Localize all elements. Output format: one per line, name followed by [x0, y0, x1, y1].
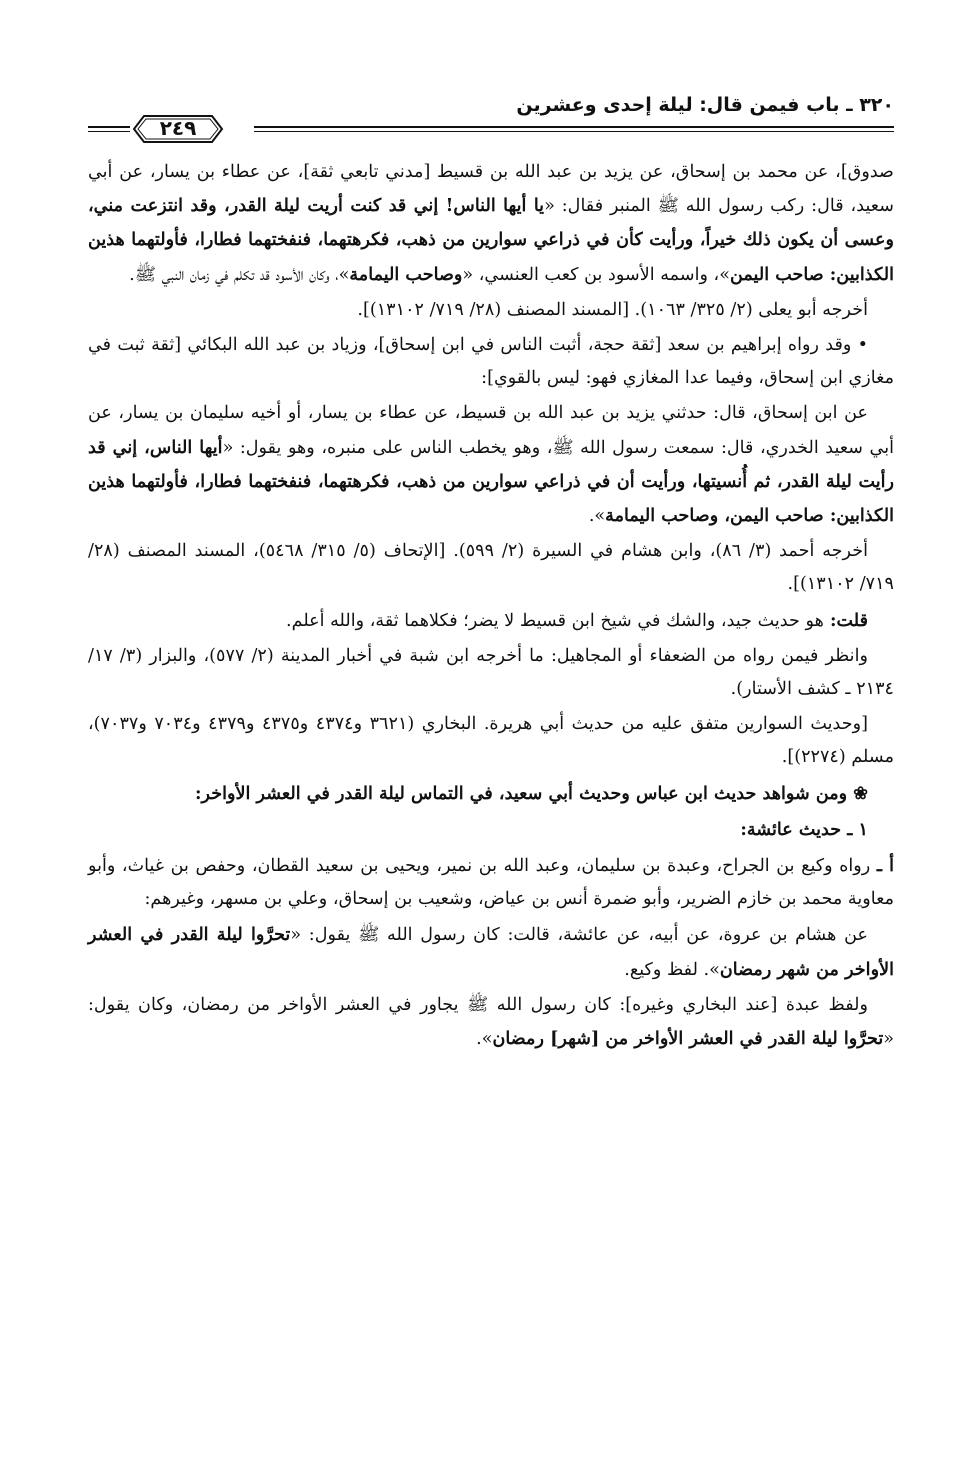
bold-text: يا أيها الناس! إني قد كنت أريت ليلة القدر، وقد انتزعت مني، وعسى أن يكون ذلك خيراً، ورأيت كأن في ذراعي سوارين من ذهب، فكرهتهما، فنفختهما فطارا، فأولتهما هذين الكذابين: صاحب اليمن	[88, 195, 894, 285]
bold-text: تحرَّوا ليلة القدر في العشر الأواخر من [شهر] رمضان	[492, 1028, 884, 1050]
bold-text: تحرَّوا ليلة القدر في العشر الأواخر من شهر رمضان	[88, 924, 894, 980]
body-text: عن هشام بن عروة، عن أبيه، عن عائشة، قالت: كان رسول الله ﷺ يقول: «	[290, 925, 868, 946]
bold-text: أيها الناس، إني قد رأيت ليلة القدر، ثم أُنسيتها، ورأيت أن في ذراعي سوارين من ذهب، فكرهتهما، فنفختهما فطارا، فأولتهما هذين الكذابين: صاحب اليمن، وصاحب اليمامة	[88, 436, 894, 527]
paragraph	[88, 708, 894, 774]
body-text: وانظر فيمن رواه من الضعفاء أو المجاهيل: ما أخرجه ابن شبة في أخبار المدينة (٢/ ٥٧٧)، والبزار (٣/ ١٧/ ٢١٣٤ ـ كشف الأستار).	[88, 645, 894, 700]
body-text: أخرجه أحمد (٣/ ٨٦)، وابن هشام في السيرة (٢/ ٥٩٩). [الإتحاف (٥/ ٣١٥/ ٥٤٦٨)، المسند المصنف (٢٨/ ٧١٩/ ١٣١٠٢)].	[88, 541, 894, 595]
paragraph	[88, 156, 894, 292]
body-text: ». لفظ وكيع.	[624, 959, 720, 980]
bold-text: قلت:	[823, 609, 868, 631]
chapter-title: ٣٢٠ ـ باب فيمن قال: ليلة إحدى وعشرين	[516, 94, 894, 116]
body-text: • وقد رواه إبراهيم بن سعد [ثقة حجة، أثبت الناس في ابن إسحاق]، وزياد بن عبد الله البكائي [ثقة ثبت في مغازي ابن إسحاق، وفيما عدا المغازي فهو: ليس بالقوي]:	[88, 335, 894, 389]
body-text: »، واسمه الأسود بن كعب العنسي، «	[462, 264, 730, 285]
paragraph	[88, 813, 894, 847]
body-text: أخرجه أبو يعلى (٢/ ٣٢٥/ ١٠٦٣). [المسند المصنف (٢٨/ ٧١٩/ ١٣١٠٢)].	[357, 299, 868, 320]
bold-text: وصاحب اليمامة	[349, 263, 463, 285]
page-number-frame	[132, 112, 224, 146]
body-text: ».	[588, 506, 606, 527]
body-text: ولفظ عبدة [عند البخاري وغيره]: كان رسول الله ﷺ يجاور في العشر الأواخر من رمضان، وكان يقول: «	[88, 994, 894, 1050]
bold-text: ❀ ومن شواهد حديث ابن عباس وحديث أبي سعيد، في التماس ليلة القدر في العشر الأواخر:	[195, 782, 868, 804]
header-rule	[88, 126, 130, 128]
paragraph	[88, 397, 894, 533]
bold-text: ١ ـ حديث عائشة:	[740, 818, 868, 840]
paragraph	[88, 777, 894, 811]
page-body	[88, 156, 894, 1058]
body-text: صدوق]، عن محمد بن إسحاق، عن يزيد بن عبد الله بن قسيط [مدني تابعي ثقة]، عن عطاء بن يسار، عن أبي سعيد، قال: ركب رسول الله ﷺ المنبر فقال: «	[88, 162, 894, 217]
header-rule	[88, 131, 130, 132]
paragraph	[88, 989, 894, 1056]
paragraph	[88, 329, 894, 395]
header-rule	[254, 131, 894, 132]
page-number: ٢٤٩	[159, 116, 197, 140]
paragraph	[88, 640, 894, 706]
paragraph	[88, 849, 894, 916]
paragraph	[88, 604, 894, 638]
page-header	[88, 86, 894, 146]
bold-text: أ ـ	[876, 855, 895, 877]
paragraph	[88, 535, 894, 601]
body-text: [وحديث السوارين متفق عليه من حديث أبي هريرة. البخاري (٣٦٢١ و٤٣٧٤ و٤٣٧٥ و٤٣٧٩ و٧٠٣٤ و٧٠٣٧)، مسلم (٢٢٧٤)].	[88, 714, 894, 768]
body-text: عن ابن إسحاق، قال: حدثني يزيد بن عبد الله بن قسيط، عن عطاء بن يسار، أو أخيه سليمان بن يسار، عن أبي سعيد الخدري، قال: سمعت رسول الله ﷺ، وهو يخطب الناس على منبره، وهو يقول: «	[88, 403, 894, 458]
header-rule	[254, 126, 894, 128]
paragraph	[88, 294, 894, 327]
body-text: ».	[476, 1029, 493, 1050]
body-text: هو حديث جيد، والشك في شيخ ابن قسيط لا يضر؛ فكلاهما ثقة، والله أعلم.	[286, 610, 824, 631]
body-text: »، وكان الأسود قد تكلم في زمان النبي ﷺ.	[129, 264, 350, 285]
body-text: رواه وكيع بن الجراح، وعبدة بن سليمان، وعبد الله بن نمير، ويحيى بن سعيد القطان، وحفص بن غياث، وأبو معاوية محمد بن خازم الضرير، وأبو ضمرة أنس بن عياض، وشعيب بن إسحاق، وعلي بن مسهر، وغيرهم:	[88, 856, 894, 910]
paragraph	[88, 918, 894, 986]
